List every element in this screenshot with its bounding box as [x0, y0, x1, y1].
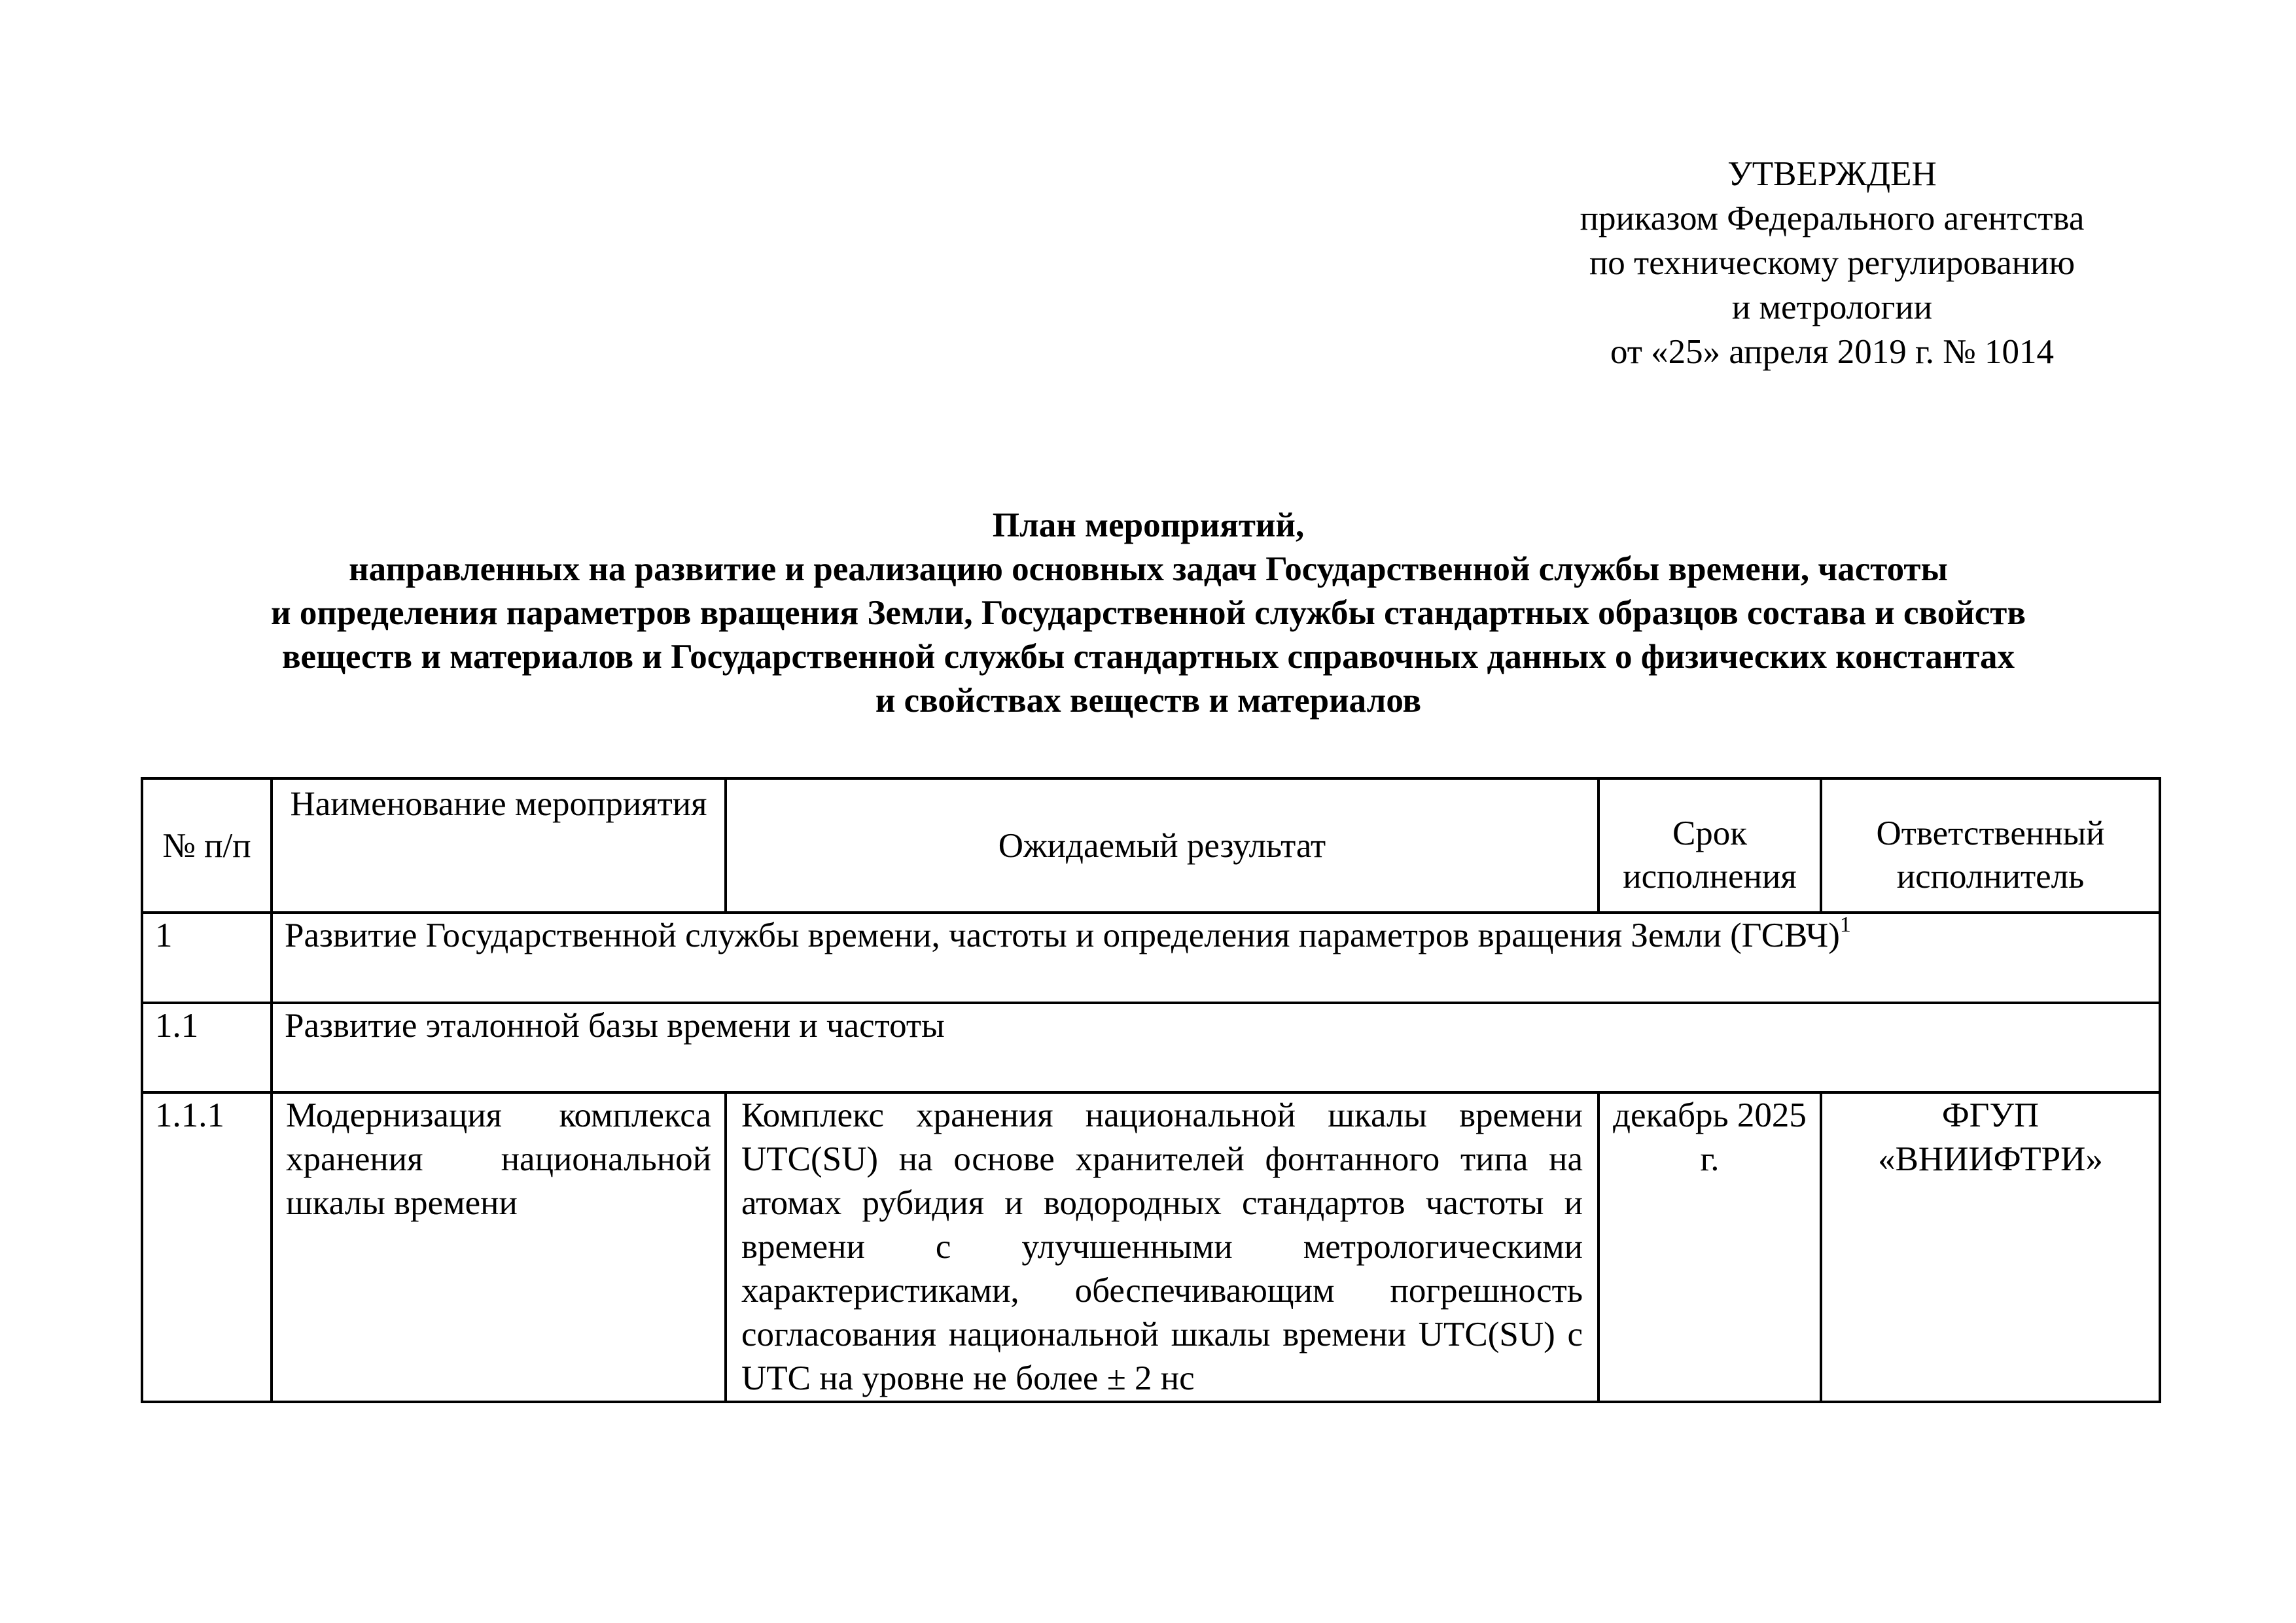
- plan-table: [141, 777, 2161, 1403]
- section-title: [272, 913, 2160, 1003]
- header-result: Ожидаемый результат: [726, 778, 1598, 913]
- title-line: План мероприятий,: [992, 506, 1305, 544]
- title-line: направленных на развитие и реализацию основных задач Государственной службы времени, частоты: [349, 550, 1948, 588]
- subsection-row: [142, 1003, 2160, 1092]
- header-name: Наименование мероприятия: [272, 778, 726, 913]
- approval-block: [1505, 152, 2159, 374]
- header-num: № п/п: [142, 778, 272, 913]
- row-num: 1.1.1: [142, 1092, 272, 1402]
- approval-line: от «25» апреля 2019 г. № 1014: [1610, 333, 2055, 371]
- approval-line: по техническому регулированию: [1589, 244, 2075, 282]
- header-executor: Ответственный исполнитель: [1821, 778, 2160, 913]
- table-row: [142, 1092, 2160, 1402]
- row-executor: ФГУП «ВНИИФТРИ»: [1821, 1092, 2160, 1402]
- section-text: Развитие Государственной службы времени, частоты и определения параметров вращения Земли (ГСВЧ): [285, 916, 1840, 954]
- approval-line: УТВЕРЖДЕН: [1727, 155, 1937, 193]
- document-title: [118, 504, 2179, 723]
- title-line: и свойствах веществ и материалов: [875, 682, 1422, 720]
- subsection-title: Развитие эталонной базы времени и частоты: [272, 1003, 2160, 1092]
- row-term: декабрь 2025 г.: [1598, 1092, 1821, 1402]
- subsection-num: 1.1: [142, 1003, 272, 1092]
- footnote-mark: 1: [1839, 913, 1851, 937]
- header-term: Срок исполнения: [1598, 778, 1821, 913]
- row-name: Модернизация комплекса хранения национальной шкалы времени: [272, 1092, 726, 1402]
- title-line: веществ и материалов и Государственной службы стандартных справочных данных о физических константах: [281, 638, 2015, 676]
- section-num: 1: [142, 913, 272, 1003]
- title-line: и определения параметров вращения Земли, Государственной службы стандартных образцов состава и свойств: [271, 594, 2026, 632]
- approval-line: приказом Федерального агентства: [1580, 200, 2085, 237]
- approval-line: и метрологии: [1731, 288, 1933, 326]
- table-header-row: [142, 778, 2160, 913]
- row-result: Комплекс хранения национальной шкалы времени UTC(SU) на основе хранителей фонтанного типа на атомах рубидия и водородных стандартов частоты и времени с улучшенными метрологическими характеристиками, обеспечивающим погрешность согласования национальной шкалы времени UTC(SU) с UTC на уровне не более ± 2 нс: [726, 1092, 1598, 1402]
- section-row: [142, 913, 2160, 1003]
